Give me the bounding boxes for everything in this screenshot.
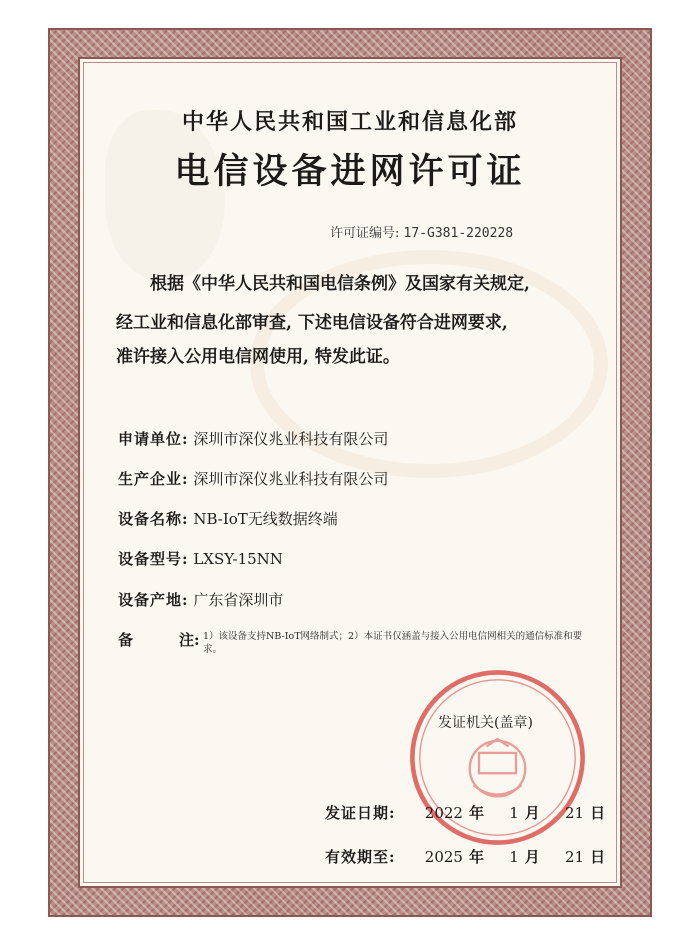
field-value: 深圳市深仪兆业科技有限公司 — [193, 430, 389, 448]
field-applicant — [118, 428, 388, 449]
remarks-label-2: 注: — [179, 631, 200, 649]
month-unit: 月 — [524, 848, 540, 866]
day-unit: 日 — [590, 804, 606, 822]
issue-date-label: 发证日期: — [325, 804, 396, 822]
year-unit: 年 — [468, 848, 484, 866]
month-unit: 月 — [524, 804, 540, 822]
field-manufacturer — [118, 468, 388, 489]
field-value: NB-IoT无线数据终端 — [193, 510, 338, 528]
issuing-authority: 发证机关(盖章) — [438, 715, 533, 731]
issue-year: 2022 — [424, 804, 463, 822]
field-label: 生产企业: — [118, 470, 189, 488]
seal-emblem-icon — [470, 739, 526, 796]
field-label: 设备名称: — [118, 510, 189, 528]
remarks-label-1: 备 — [118, 631, 134, 649]
ministry-name: 中华人民共和国工业和信息化部 — [181, 109, 518, 135]
field-label: 设备型号: — [118, 550, 189, 568]
valid-until-label: 有效期至: — [325, 848, 396, 866]
license-number — [330, 222, 513, 241]
field-device-model — [118, 548, 283, 569]
field-label: 申请单位: — [118, 430, 189, 448]
valid-day: 21 — [565, 848, 585, 866]
valid-month: 1 — [509, 848, 519, 866]
issue-month: 1 — [509, 804, 519, 822]
field-value: 广东省深圳市 — [193, 591, 284, 609]
field-origin — [118, 589, 283, 610]
valid-year: 2025 — [424, 848, 463, 866]
remarks-label — [118, 629, 200, 650]
license-number-value: 17-G381-220228 — [403, 226, 514, 241]
year-unit: 年 — [468, 804, 484, 822]
day-unit: 日 — [590, 848, 606, 866]
issue-day: 21 — [565, 804, 585, 822]
body-line-3: 准许接入公用电信网使用, 特发此证。 — [116, 347, 400, 367]
valid-until-date — [325, 846, 605, 867]
field-value: 深圳市深仪兆业科技有限公司 — [193, 470, 389, 488]
issue-date — [325, 802, 605, 823]
body-line-2: 经工业和信息化部审查, 下述电信设备符合进网要求, — [116, 313, 508, 333]
remarks-text: 1）该设备支持NB-IoT网络制式；2）本证书仅涵盖与接入公用电信网相关的通信标准和要求。 — [203, 631, 583, 655]
body-line-1: 根据《中华人民共和国电信条例》及国家有关规定, — [150, 274, 530, 294]
license-number-label: 许可证编号: — [330, 226, 400, 241]
field-value: LXSY-15NN — [193, 550, 283, 568]
certificate-title: 电信设备进网许可证 — [174, 151, 526, 192]
field-label: 设备产地: — [118, 591, 189, 609]
field-device-name — [118, 508, 338, 529]
